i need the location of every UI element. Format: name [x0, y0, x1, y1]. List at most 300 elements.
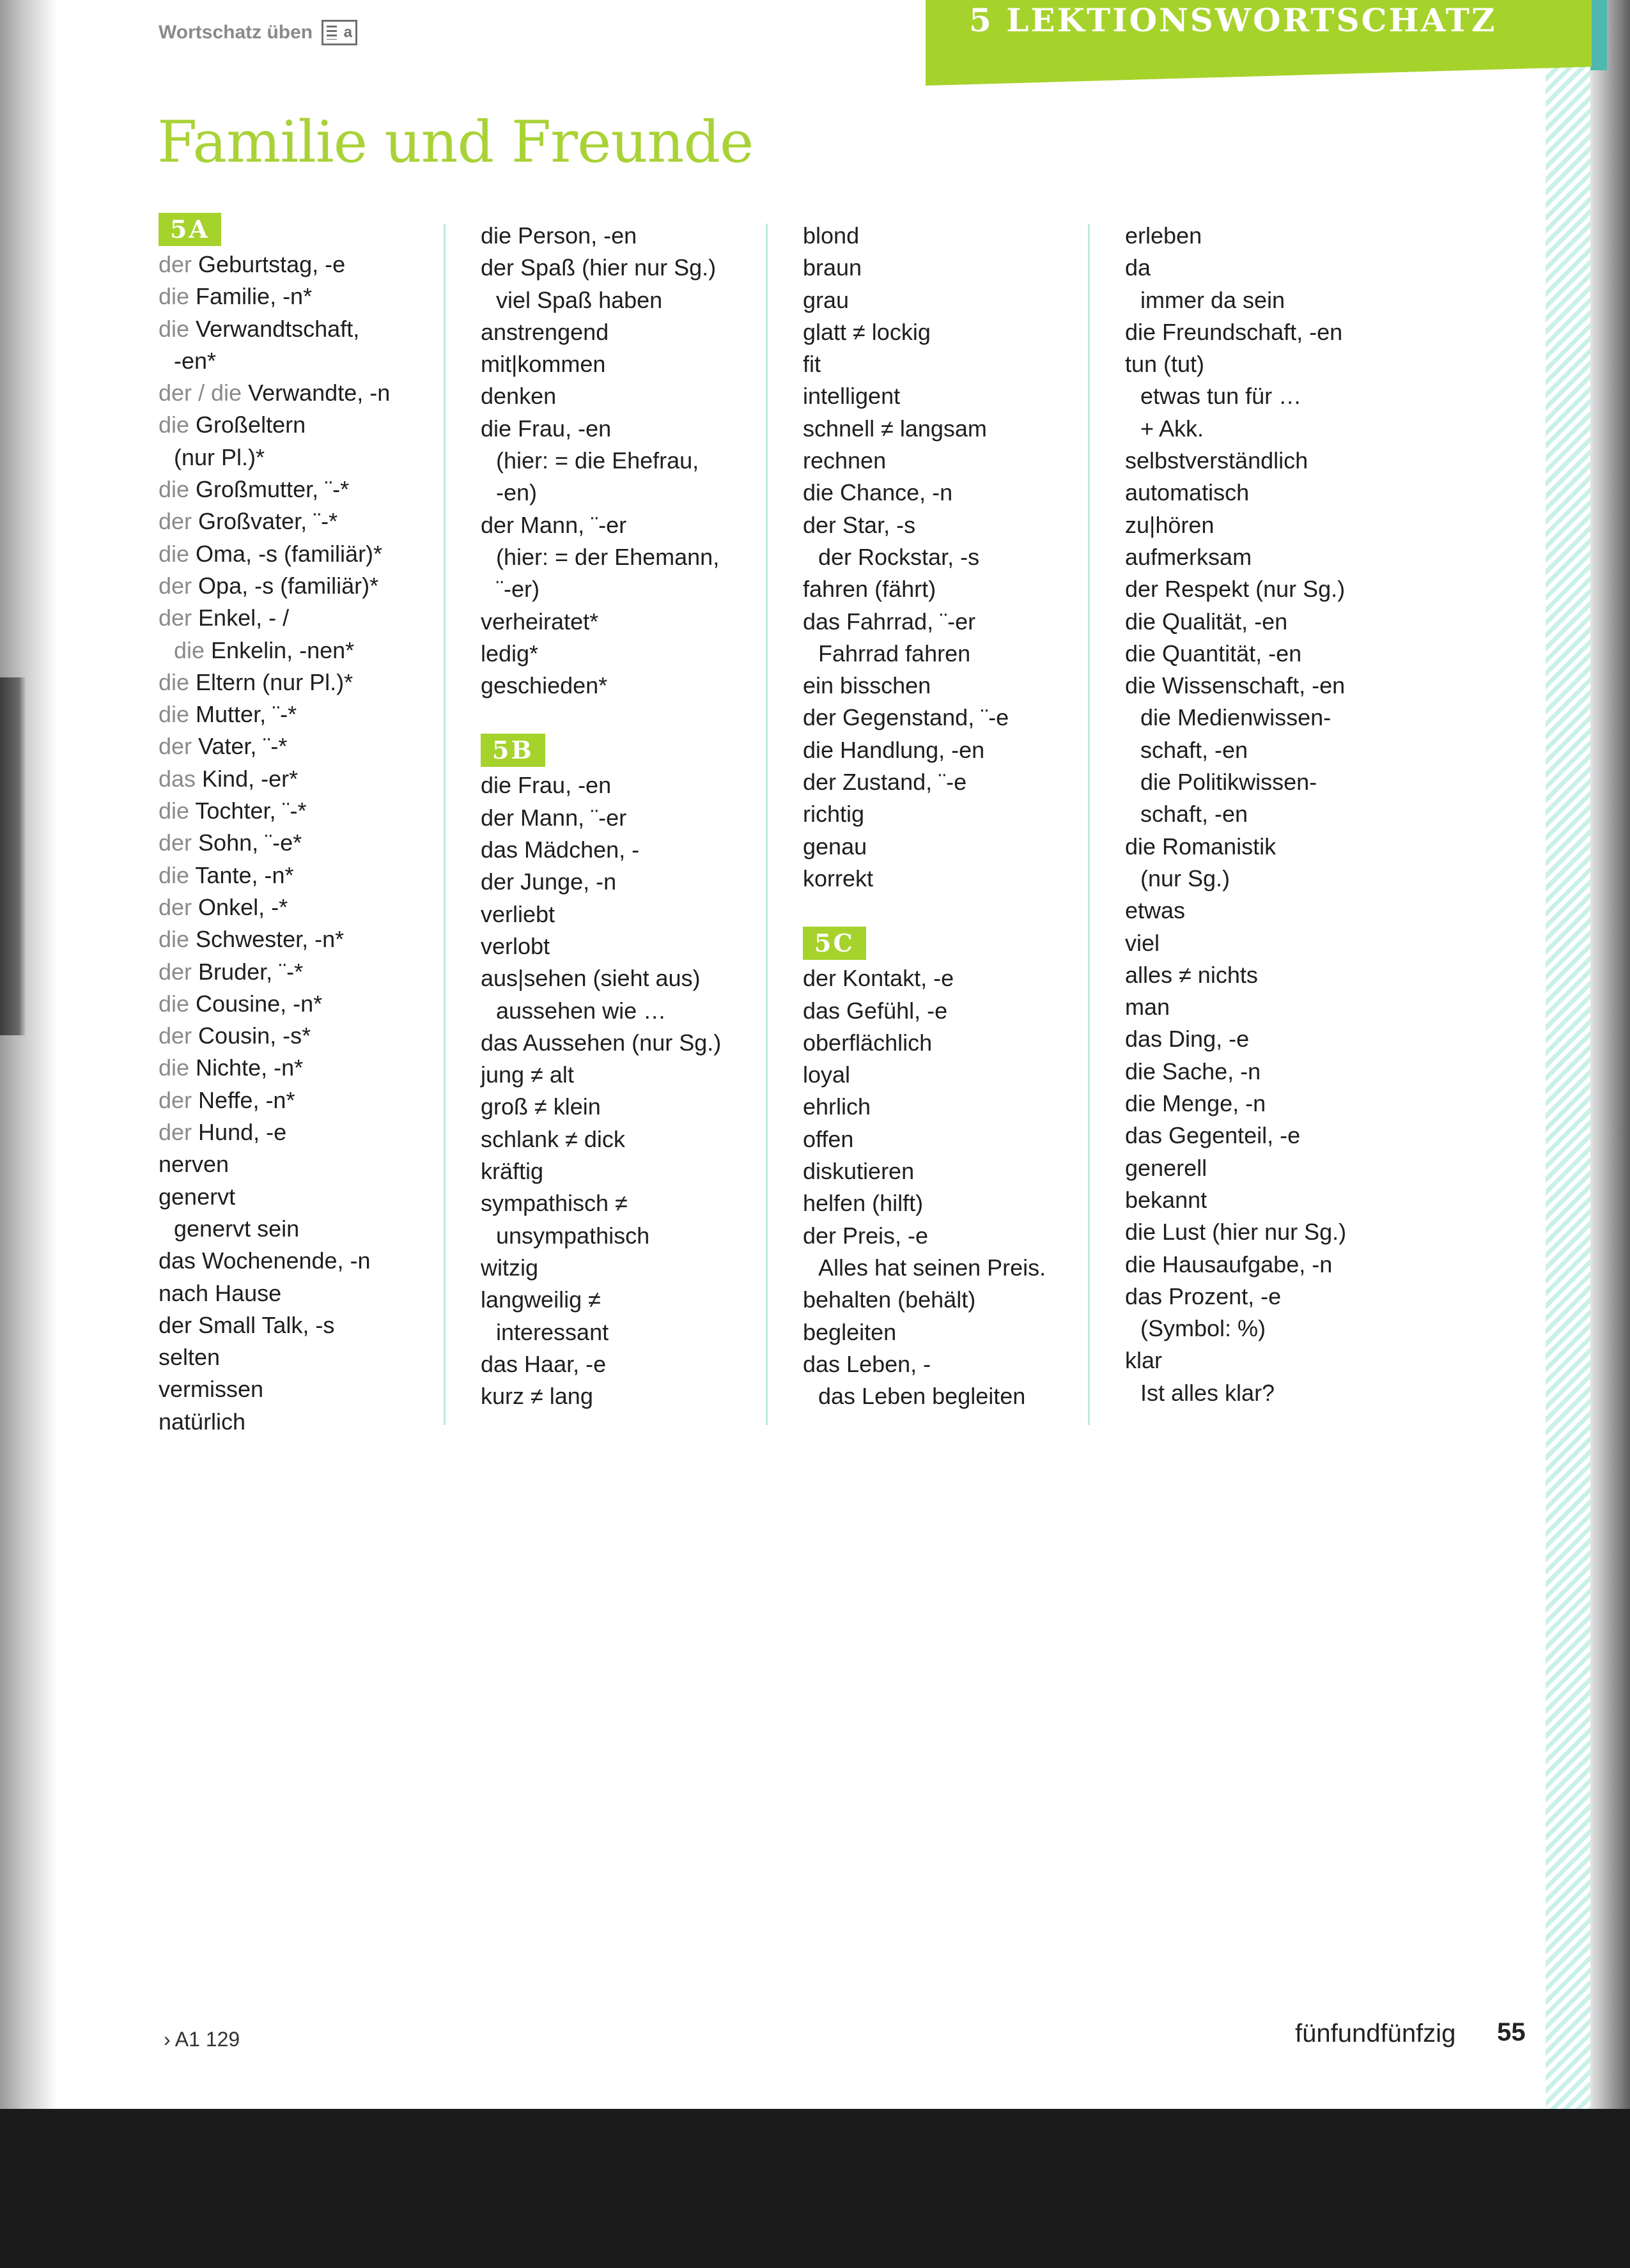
article: das [159, 765, 203, 792]
vocab-word: (hier: = die Ehefrau, [496, 447, 699, 474]
vocab-word: korrekt [803, 865, 874, 891]
vocab-word: verheiratet* [481, 608, 599, 635]
vocab-entry [481, 220, 781, 252]
vocab-word: das Gefühl, -e [803, 997, 948, 1024]
vocab-word: kräftig [481, 1158, 544, 1185]
vocab-entry [481, 802, 781, 834]
vocab-entry [159, 1181, 459, 1213]
vocab-word: Hund, -e [198, 1119, 287, 1146]
vocab-word: Ist alles klar? [1140, 1379, 1275, 1406]
vocab-word: die Freundschaft, -en [1125, 318, 1343, 345]
vocab-word: Eltern (nur Pl.)* [196, 668, 353, 695]
vocab-word: immer da sein [1140, 286, 1285, 313]
page-edge-stripes [1546, 0, 1590, 2115]
vocab-word: schaft, -en [1140, 801, 1248, 828]
vocab-entry [481, 1284, 781, 1316]
vocab-word: Geburtstag, -e [198, 251, 346, 277]
article: die [174, 636, 212, 663]
vocab-entry [159, 891, 459, 923]
vocab-word: Familie, -n* [196, 283, 313, 310]
vocab-word: -en* [174, 347, 217, 374]
vocab-word: das Prozent, -e [1125, 1283, 1282, 1309]
vocab-word: erleben [1125, 222, 1202, 249]
vocab-word: vermissen [159, 1376, 264, 1403]
vocab-word: der Mann, ¨-er [481, 511, 627, 538]
vocab-entry [803, 380, 1103, 412]
vocab-entry [1125, 1023, 1425, 1055]
vocab-entry [481, 670, 781, 702]
vocab-entry [803, 1220, 1103, 1252]
vocab-word: Oma, -s (familiär)* [196, 540, 383, 567]
vocab-entry [1125, 991, 1425, 1023]
vocab-word: schaft, -en [1140, 736, 1248, 763]
vocab-entry [159, 1373, 459, 1405]
vocab-entry [159, 1213, 459, 1245]
vocab-entry [1125, 831, 1425, 863]
vocab-word: anstrengend [481, 318, 609, 345]
vocab-entry [1125, 348, 1425, 380]
vocab-word: Cousine, -n* [196, 990, 323, 1017]
vocab-word: alles ≠ nichts [1125, 961, 1258, 988]
vocab-word: der Spaß (hier nur Sg.) [481, 254, 717, 281]
article: die [159, 861, 196, 888]
page-number-word: fünfundfünfzig [1295, 2019, 1456, 2048]
vocab-entry [159, 442, 459, 474]
vocab-word: (nur Pl.)* [174, 444, 265, 470]
vocab-entry [159, 377, 459, 409]
article: der [159, 1022, 199, 1049]
vocab-word: Bruder, ¨-* [198, 958, 304, 985]
article: der [159, 829, 199, 856]
vocab-word: Opa, -s (familiär)* [198, 572, 379, 599]
vocab-word: diskutieren [803, 1158, 915, 1185]
vocab-entry [159, 570, 459, 602]
article: der [159, 1086, 199, 1113]
vocab-entry [1125, 606, 1425, 638]
vocab-word: die Frau, -en [481, 415, 612, 442]
vocab-word: der Gegenstand, ¨-e [803, 704, 1009, 731]
vocab-entry [481, 899, 781, 930]
vocab-entry [159, 988, 459, 1020]
vocab-word: das Mädchen, - [481, 837, 640, 863]
section-spacer [481, 702, 781, 734]
vocab-entry [481, 284, 781, 316]
vocab-entry [481, 962, 781, 994]
vocab-entry [481, 606, 781, 638]
vocab-word: rechnen [803, 447, 887, 474]
section-spacer [803, 895, 1103, 927]
vocab-word: groß ≠ klein [481, 1093, 601, 1120]
section-badge: 5C [803, 927, 866, 960]
vocab-entry [1125, 895, 1425, 927]
vocab-word: schnell ≠ langsam [803, 415, 987, 442]
vocab-word: Großeltern [196, 412, 306, 438]
vocab-word: glatt ≠ lockig [803, 318, 931, 345]
vocab-word: der Preis, -e [803, 1222, 929, 1249]
vocab-word: helfen (hilft) [803, 1190, 924, 1217]
vocab-entry [1125, 1281, 1425, 1313]
vocab-word: Cousin, -s* [198, 1022, 311, 1049]
vocab-entry [159, 1341, 459, 1373]
vocab-word: loyal [803, 1061, 851, 1088]
vocab-word: Alles hat seinen Preis. [818, 1254, 1046, 1281]
vocab-entry [803, 413, 1103, 445]
vocab-entry [803, 445, 1103, 477]
vocab-word: Sohn, ¨-e* [198, 829, 302, 856]
vocab-entry [159, 827, 459, 859]
column-divider [1088, 224, 1090, 1425]
vocab-entry [159, 1020, 459, 1052]
vocab-word: bekannt [1125, 1186, 1207, 1213]
vocab-word: verlobt [481, 932, 550, 959]
vocab-entry [803, 477, 1103, 509]
vocab-entry [481, 380, 781, 412]
article: die [159, 540, 196, 567]
vocab-entry [159, 956, 459, 988]
vocab-entry [1125, 509, 1425, 541]
vocab-word: Großmutter, ¨-* [196, 476, 350, 503]
vocab-word: ¨-er) [496, 576, 539, 603]
vocab-entry [159, 409, 459, 441]
vocab-entry [159, 281, 459, 312]
vocab-word: das Fahrrad, ¨-er [803, 608, 976, 635]
vocab-entry [159, 345, 459, 377]
vocab-entry [803, 1187, 1103, 1219]
article: die [159, 668, 196, 695]
vocab-entry [159, 1084, 459, 1116]
vocab-word: Neffe, -n* [198, 1086, 295, 1113]
vocab-word: kurz ≠ lang [481, 1383, 593, 1410]
vocab-entry [1125, 1120, 1425, 1152]
lines-icon [327, 26, 337, 40]
article: der [159, 605, 199, 631]
vocab-word: viel [1125, 929, 1160, 956]
vocab-entry [159, 635, 459, 667]
vocab-word: interessant [496, 1318, 609, 1345]
vocab-word: das Gegenteil, -e [1125, 1122, 1301, 1149]
vocab-word: da [1125, 254, 1151, 281]
vocab-entry [159, 795, 459, 827]
vocab-word: ein bisschen [803, 672, 931, 699]
vocab-entry [1125, 252, 1425, 284]
vocab-word: richtig [803, 801, 865, 828]
vocab-entry [803, 1348, 1103, 1380]
vocab-column-2 [481, 220, 781, 1412]
vocab-entry [481, 1380, 781, 1412]
tab-marker [1590, 0, 1607, 70]
article: die [159, 701, 196, 728]
vocab-entry [1125, 798, 1425, 830]
vocab-word: witzig [481, 1254, 539, 1281]
article: der [159, 251, 199, 277]
vocab-entry [803, 348, 1103, 380]
vocab-entry [481, 541, 781, 573]
vocab-word: schlank ≠ dick [481, 1125, 625, 1152]
vocab-word: blond [803, 222, 860, 249]
vocab-entry [481, 1059, 781, 1091]
vocab-word: der Respekt (nur Sg.) [1125, 576, 1346, 603]
vocab-entry [1125, 1184, 1425, 1216]
article: die [159, 315, 196, 342]
article: die [159, 1054, 196, 1081]
vocab-word: die Handlung, -en [803, 736, 985, 763]
vocab-entry [1125, 638, 1425, 670]
article: die [159, 412, 196, 438]
vocab-word: grau [803, 286, 850, 313]
vocab-entry [159, 860, 459, 891]
vocab-word: die Romanistik [1125, 833, 1277, 860]
vocab-entry [803, 509, 1103, 541]
vocab-entry [1125, 734, 1425, 766]
vocab-word: oberflächlich [803, 1029, 933, 1056]
vocab-word: etwas [1125, 897, 1186, 924]
vocab-word: denken [481, 383, 557, 410]
vocab-entry [803, 606, 1103, 638]
vocab-word: verliebt [481, 900, 555, 927]
vocab-word: + Akk. [1140, 415, 1204, 442]
vocab-entry [1125, 766, 1425, 798]
vocab-word: die Medienwissen- [1140, 704, 1331, 731]
vocab-word: fit [803, 351, 821, 378]
vocab-word: automatisch [1125, 479, 1250, 506]
vocab-entry [481, 316, 781, 348]
vocab-entry [481, 509, 781, 541]
bookmark-tab [0, 677, 27, 1035]
vocab-word: Enkelin, -nen* [211, 636, 355, 663]
vocab-word: der Kontakt, -e [803, 965, 954, 992]
vocab-word: Enkel, - / [198, 605, 290, 631]
vocab-entry [1125, 1152, 1425, 1184]
vocab-word: begleiten [803, 1318, 897, 1345]
vocab-entry [159, 1277, 459, 1309]
vocab-entry [803, 670, 1103, 702]
vocab-word: die Person, -en [481, 222, 637, 249]
vocab-entry [803, 638, 1103, 670]
vocab-word: die Lust (hier nur Sg.) [1125, 1219, 1347, 1246]
vocab-entry [803, 962, 1103, 994]
page-edge-shadow [1590, 0, 1630, 2115]
vocab-word: der Mann, ¨-er [481, 804, 627, 831]
vocab-entry [1125, 670, 1425, 702]
vocab-word: die Qualität, -en [1125, 608, 1288, 635]
vocabulary-icon [322, 20, 357, 45]
vocab-entry [803, 798, 1103, 830]
vocab-entry [481, 769, 781, 801]
vocab-entry [1125, 477, 1425, 509]
vocab-entry [1125, 284, 1425, 316]
vocab-entry [159, 1406, 459, 1438]
vocab-entry [1125, 541, 1425, 573]
vocab-word: die Frau, -en [481, 772, 612, 799]
vocab-word: Vater, ¨-* [198, 733, 288, 760]
article: der [159, 958, 199, 985]
vocab-word: der Star, -s [803, 511, 916, 538]
vocab-word: die Sache, -n [1125, 1058, 1261, 1084]
vocab-entry [803, 573, 1103, 605]
vocab-entry [803, 1059, 1103, 1091]
article: die [159, 476, 196, 503]
vocab-word: die Hausaufgabe, -n [1125, 1251, 1333, 1277]
vocab-entry [159, 505, 459, 537]
section-badge: 5B [481, 734, 545, 767]
vocab-word: tun (tut) [1125, 351, 1205, 378]
vocab-entry [159, 249, 459, 281]
vocab-word: unsympathisch [496, 1222, 650, 1249]
vocab-word: das Leben begleiten [818, 1383, 1026, 1410]
vocab-entry [481, 1187, 781, 1219]
vocab-word: Fahrrad fahren [818, 640, 971, 667]
vocab-word: etwas tun für … [1140, 383, 1302, 410]
article: der [159, 1119, 199, 1146]
vocab-entry [481, 348, 781, 380]
vocab-entry [481, 1155, 781, 1187]
vocab-word: aussehen wie … [496, 997, 667, 1024]
vocab-word: behalten (behält) [803, 1286, 976, 1313]
vocab-entry [481, 866, 781, 898]
vocab-entry [1125, 316, 1425, 348]
vocab-entry [159, 1245, 459, 1277]
vocab-entry [803, 863, 1103, 895]
vocab-entry [803, 766, 1103, 798]
vocab-word: natürlich [159, 1408, 246, 1435]
vocab-entry [481, 1252, 781, 1284]
vocab-word: das Ding, -e [1125, 1026, 1250, 1053]
vocab-word: genau [803, 833, 867, 860]
vocab-entry [1125, 927, 1425, 959]
vocab-word: genervt sein [174, 1215, 300, 1242]
vocab-entry [803, 1252, 1103, 1284]
vocab-word: die Quantität, -en [1125, 640, 1302, 667]
vocab-word: Schwester, -n* [196, 926, 345, 953]
article: der [159, 572, 199, 599]
vocab-word: Verwandtschaft, [196, 315, 360, 342]
vocab-word: das Aussehen (nur Sg.) [481, 1029, 722, 1056]
vocab-entry [159, 474, 459, 505]
vocab-column-1 [159, 213, 459, 1438]
practice-label-text: Wortschatz üben [159, 22, 313, 43]
vocab-entry [159, 1052, 459, 1084]
vocab-word: intelligent [803, 383, 901, 410]
vocab-entry [159, 602, 459, 634]
column-divider [444, 224, 446, 1425]
vocab-word: die Wissenschaft, -en [1125, 672, 1346, 699]
vocab-word: Großvater, ¨-* [198, 508, 338, 535]
vocab-entry [159, 763, 459, 795]
vocab-word: das Wochenende, -n [159, 1247, 371, 1274]
article: der [159, 893, 199, 920]
article: die [159, 283, 196, 310]
vocab-word: (hier: = der Ehemann, [496, 543, 720, 570]
vocab-entry [159, 730, 459, 762]
vocab-entry [481, 1091, 781, 1123]
vocab-word: ehrlich [803, 1093, 871, 1120]
vocab-entry [803, 1380, 1103, 1412]
vocab-entry [481, 1123, 781, 1155]
vocab-word: Nichte, -n* [196, 1054, 304, 1081]
vocab-word: aufmerksam [1125, 543, 1252, 570]
vocab-word: nerven [159, 1151, 229, 1178]
vocab-entry [159, 313, 459, 345]
article: die [159, 926, 196, 953]
vocab-entry [803, 734, 1103, 766]
vocab-word: Tochter, ¨-* [195, 798, 307, 824]
vocab-word: selten [159, 1344, 221, 1371]
vocab-entry [1125, 1345, 1425, 1377]
vocab-entry [481, 834, 781, 866]
vocab-word: -en) [496, 479, 538, 506]
vocab-word: der Zustand, ¨-e [803, 769, 967, 796]
vocab-entry [481, 445, 781, 477]
vocab-word: offen [803, 1125, 854, 1152]
vocab-word: Onkel, -* [198, 893, 288, 920]
vocab-entry [1125, 1249, 1425, 1281]
vocab-entry [803, 995, 1103, 1027]
vocab-word: Verwandte, -n [248, 380, 391, 406]
article: der [159, 733, 199, 760]
vocab-word: geschieden* [481, 672, 608, 699]
vocab-entry [803, 1284, 1103, 1316]
page-title: Familie und Freunde [157, 109, 754, 176]
vocab-word: Mutter, ¨-* [196, 701, 297, 728]
vocab-word: der Small Talk, -s [159, 1311, 335, 1338]
vocab-entry [481, 1027, 781, 1059]
vocab-entry [803, 1316, 1103, 1348]
vocab-entry [481, 1348, 781, 1380]
vocab-word: die Menge, -n [1125, 1090, 1266, 1117]
vocab-entry [159, 698, 459, 730]
vocab-column-4 [1125, 220, 1425, 1409]
vocab-entry [803, 702, 1103, 734]
vocab-entry [803, 541, 1103, 573]
vocab-word: ledig* [481, 640, 539, 667]
chapter-banner-text: 5 LEKTIONSWORTSCHATZ [969, 1, 1497, 39]
vocab-entry [481, 573, 781, 605]
article: die [159, 990, 196, 1017]
article: die [159, 798, 196, 824]
vocab-word: selbstverständlich [1125, 447, 1308, 474]
vocab-word: genervt [159, 1183, 236, 1210]
vocab-entry [481, 1316, 781, 1348]
vocab-entry [159, 1116, 459, 1148]
vocab-entry [481, 995, 781, 1027]
vocab-word: Kind, -er* [202, 765, 299, 792]
vocab-entry [803, 1123, 1103, 1155]
vocab-entry [159, 1309, 459, 1341]
vocab-word: nach Hause [159, 1279, 282, 1306]
vocab-entry [481, 638, 781, 670]
vocab-entry [803, 1155, 1103, 1187]
vocab-entry [159, 667, 459, 698]
vocab-word: mit|kommen [481, 351, 606, 378]
vocab-entry [1125, 702, 1425, 734]
vocab-entry [1125, 1377, 1425, 1409]
vocab-entry [481, 413, 781, 445]
article: der [159, 508, 199, 535]
vocab-entry [159, 923, 459, 955]
vocab-word: sympathisch ≠ [481, 1190, 628, 1217]
vocab-entry [803, 284, 1103, 316]
vocab-word: fahren (fährt) [803, 576, 936, 603]
vocab-entry [1125, 380, 1425, 412]
vocab-entry [1125, 413, 1425, 445]
vocab-column-3 [803, 220, 1103, 1412]
vocab-entry [481, 930, 781, 962]
vocab-entry [159, 538, 459, 570]
vocab-entry [803, 1027, 1103, 1059]
vocab-entry [803, 316, 1103, 348]
column-divider [766, 224, 768, 1425]
scan-background [0, 2109, 1630, 2268]
